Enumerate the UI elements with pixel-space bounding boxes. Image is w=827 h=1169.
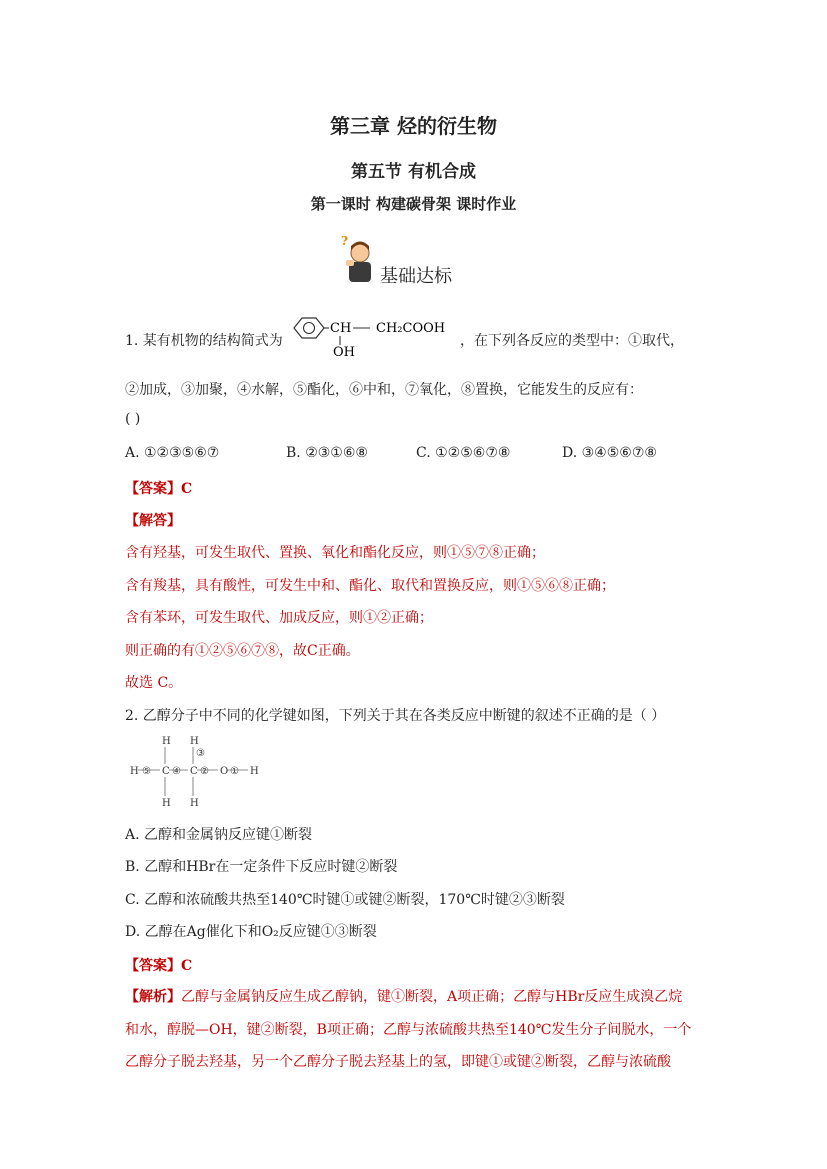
q1-analysis-line: 故选 C。 xyxy=(125,675,183,691)
atom-h: H xyxy=(162,736,171,747)
q2-analysis-label: 【解析】 xyxy=(125,989,181,1005)
structure-oh: OH xyxy=(333,345,355,360)
thinking-person-icon xyxy=(338,233,384,285)
q1-structure-formula xyxy=(290,310,460,362)
atom-c: C xyxy=(162,766,170,777)
atom-o: O xyxy=(220,766,229,777)
atom-h: H xyxy=(190,798,199,809)
q2-option-b: B. 乙醇和HBr在一定条件下反应时键②断裂 xyxy=(125,859,398,875)
q1-stem-post: ，在下列各反应的类型中：①取代， xyxy=(460,333,684,349)
atom-h: H xyxy=(130,766,139,777)
bond-label: ① xyxy=(230,766,239,777)
structure-chain: CH₂COOH xyxy=(376,321,446,336)
chapter-title: 第三章 烃的衍生物 xyxy=(330,114,497,138)
q1-analysis-title: 【解答】 xyxy=(125,513,181,529)
bond-label: ④ xyxy=(172,766,181,777)
structure-ch: CH xyxy=(330,321,352,336)
q1-analysis-line: 含有苯环，可发生取代、加成反应，则①②正确； xyxy=(125,610,433,626)
q2-stem: 2. 乙醇分子中不同的化学键如图，下列关于其在各类反应中断键的叙述不正确的是（ ） xyxy=(125,708,666,724)
q2-analysis-line: 和水，醇脱—OH，键②断裂，B项正确；乙醇与浓硫酸共热至140℃发生分子间脱水，一个 xyxy=(125,1022,692,1038)
atom-h: H xyxy=(250,766,259,777)
atom-h: H xyxy=(162,798,171,809)
q2-analysis-line: 乙醇分子脱去羟基，另一个乙醇分子脱去羟基上的氢，即键①或键②断裂，乙醇与浓硫酸 xyxy=(125,1054,671,1070)
bond-label: ③ xyxy=(196,748,205,759)
atom-c: C xyxy=(190,766,198,777)
q1-analysis-line: 含有羟基，可发生取代、置换、氧化和酯化反应，则①⑤⑦⑧正确； xyxy=(125,545,545,561)
bond-label: ② xyxy=(200,766,209,777)
q2-analysis-first xyxy=(125,986,682,1006)
q1-option-c: C. ①②⑤⑥⑦⑧ xyxy=(416,445,511,461)
svg-text:?: ? xyxy=(341,234,349,248)
q1-option-b: B. ②③①⑥⑧ xyxy=(286,445,368,461)
q1-answer: 【答案】C xyxy=(125,481,193,497)
q2-answer: 【答案】C xyxy=(125,958,193,974)
section-title: 第五节 有机合成 xyxy=(351,162,476,182)
q1-analysis-line: 含有羧基，具有酸性，可发生中和、酯化、取代和置换反应，则①⑤⑥⑧正确； xyxy=(125,578,615,594)
q1-analysis-line: 则正确的有①②⑤⑥⑦⑧，故C正确。 xyxy=(125,643,360,659)
q1-option-d: D. ③④⑤⑥⑦⑧ xyxy=(562,445,657,461)
q1-stem-pre: 1. 某有机物的结构简式为 xyxy=(125,333,283,349)
q2-analysis-line: 乙醇与金属钠反应生成乙醇钠，键①断裂，A项正确；乙醇与HBr反应生成溴乙烷 xyxy=(181,989,683,1005)
ethanol-bond-diagram xyxy=(128,732,268,810)
bond-label: ⑤ xyxy=(142,766,151,777)
lesson-title: 第一课时 构建碳骨架 课时作业 xyxy=(310,195,517,213)
q2-option-c: C. 乙醇和浓硫酸共热至140℃时键①或键②断裂，170℃时键②③断裂 xyxy=(125,892,565,908)
q2-option-a: A. 乙醇和金属钠反应键①断裂 xyxy=(125,827,313,843)
q1-option-a: A. ①②③⑤⑥⑦ xyxy=(125,445,220,461)
banner-label: 基础达标 xyxy=(380,266,452,287)
atom-h: H xyxy=(190,736,199,747)
q1-stem-line2: ②加成，③加聚，④水解，⑤酯化，⑥中和，⑦氧化，⑧置换，它能发生的反应有： xyxy=(125,382,643,398)
q1-stem-line3: ( ) xyxy=(125,411,141,427)
q2-option-d: D. 乙醇在Ag催化下和O₂反应键①③断裂 xyxy=(125,924,377,940)
